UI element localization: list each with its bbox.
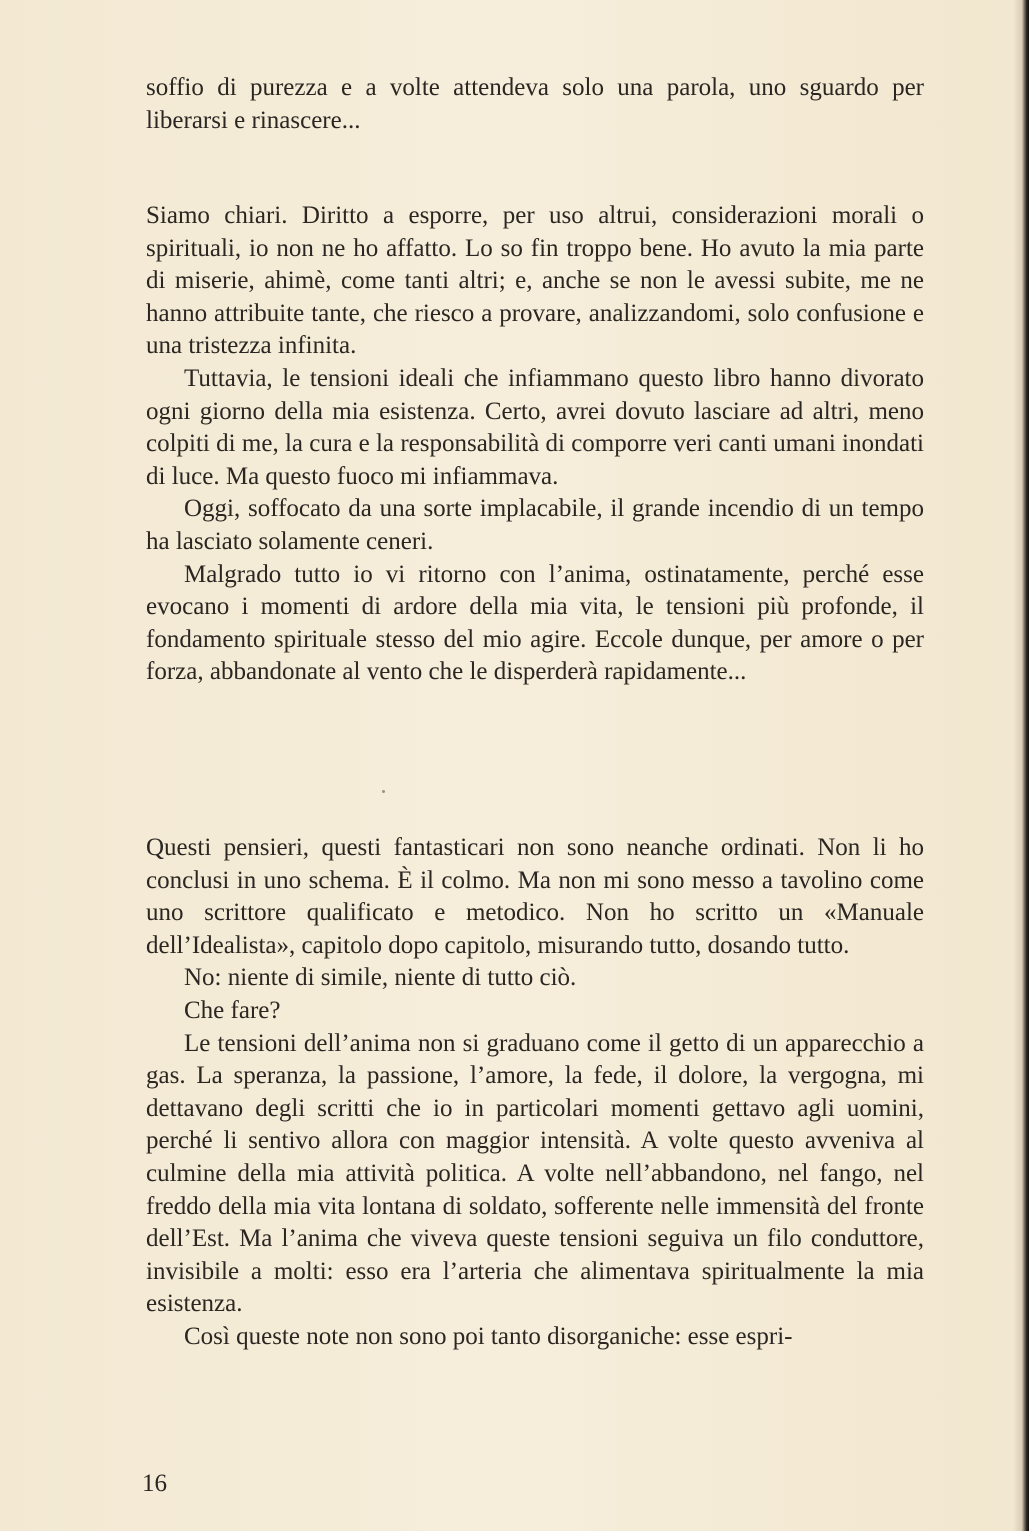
paragraph: soffio di purezza e a volte attendeva solo una parola, uno sguardo per liberarsi e rinascere...	[146, 74, 924, 134]
text-block-top	[146, 72, 924, 137]
paragraph: Così queste note non sono poi tanto disorganiche: esse espri-	[184, 1322, 793, 1350]
paragraph: Le tensioni dell’anima non si graduano come il getto di un apparecchio a gas. La speranza, la passione, l’amore, la fede, il dolore, la vergogna, mi dettavano degli scritti che io in particolari momenti gettavo agli uomini, perché li sentivo allora con maggior intensità. A volte questo avveniva al culmine della mia attività politica. A volte nell’abbandono, nel fango, nel freddo della mia vita lontana di soldato, sofferente nelle immensità del fronte dell’Est. Ma l’anima che viveva queste tensioni seguiva un filo conduttore, invisibile a molti: esso era l’arteria che alimentava spiritualmente la mia esistenza.	[146, 1029, 924, 1318]
paragraph: Oggi, soffocato da una sorte implacabile, il grande incendio di un tempo ha lasciato solamente ceneri.	[146, 495, 924, 555]
paragraph: Che fare?	[184, 996, 281, 1024]
paragraph: Siamo chiari. Diritto a esporre, per uso altrui, considerazioni morali o spirituali, io non ne ho affatto. Lo so fin troppo bene. Ho avuto la mia parte di miserie, ahimè, come tanti altri; e, anche se non le avessi subite, me ne hanno attribuite tante, che riesco a provare, analizzandomi, solo confusione e una tristezza infinita.	[146, 202, 924, 360]
page-edge-shadow	[1013, 0, 1029, 1531]
paragraph: Questi pensieri, questi fantasticari non sono neanche ordinati. Non li ho conclusi in uno schema. È il colmo. Ma non mi sono messo a tavolino come uno scrittore qualificato e metodico. Non ho scritto un «Manuale dell’Idealista», capitolo dopo capitolo, misurando tutto, dosando tutto.	[146, 834, 924, 959]
paragraph: Tuttavia, le tensioni ideali che infiammano questo libro hanno divorato ogni giorno della mia esistenza. Certo, avrei dovuto lasciare ad altri, meno colpiti di me, la cura e la responsabilità di comporre veri canti umani inondati di luce. Ma questo fuoco mi infiammava.	[146, 364, 924, 490]
text-block-middle	[146, 200, 924, 689]
page-number: 16	[142, 1470, 167, 1497]
paragraph: No: niente di simile, niente di tutto ciò.	[184, 964, 577, 992]
text-block-bottom	[146, 832, 924, 1354]
stray-dot	[382, 790, 385, 793]
paragraph: Malgrado tutto io vi ritorno con l’anima, ostinatamente, perché esse evocano i momenti di ardore della mia vita, le tensioni più profonde, il fondamento spirituale stesso del mio agire. Eccole dunque, per amore o per forza, abbandonate al vento che le disperderà rapidamente...	[146, 560, 924, 686]
